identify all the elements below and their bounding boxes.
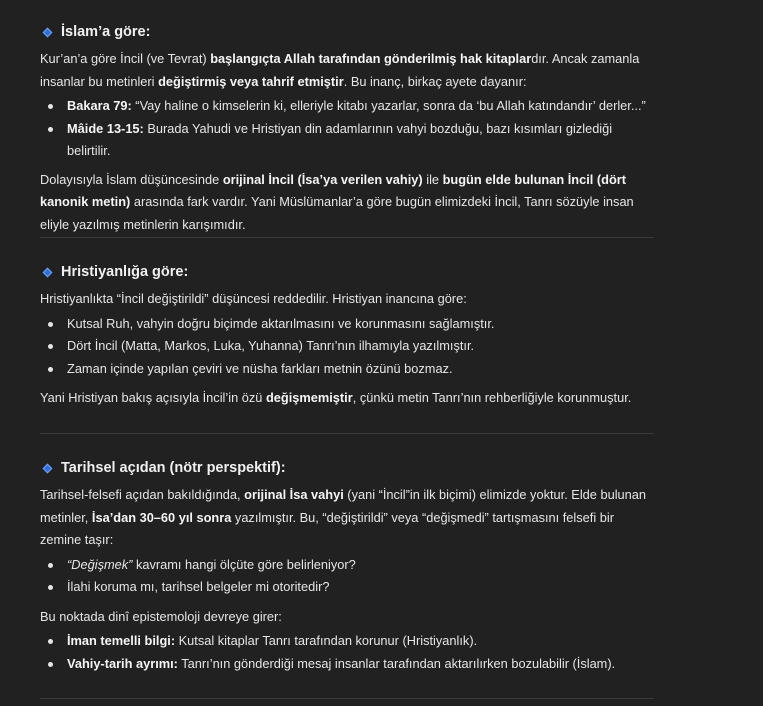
list-item: Vahiy-tarih ayrımı: Tanrı’nın gönderdiği mesaj insanlar tarafından aktarılırken bozulabilir (İslam). [40,653,654,676]
divider [40,433,654,434]
list-item: Mâide 13-15: Burada Yahudi ve Hristiyan din adamlarının vahyi bozduğu, bazı kısımları gizlediği belirtilir. [40,118,654,163]
belief-list [40,313,654,381]
epistemology-list [40,630,654,675]
section-islam [40,22,654,236]
list-item: İlahi koruma mı, tarihsel belgeler mi otoritedir? [40,576,654,599]
section-title: İslam’a göre: [61,24,151,40]
section-title: Hristiyanlığa göre: [61,264,189,280]
list-item: Kutsal Ruh, vahyin doğru biçimde aktarılmasını ve korunmasını sağlamıştır. [40,313,654,336]
list-item: Dört İncil (Matta, Markos, Luka, Yuhanna) Tanrı’nın ilhamıyla yazılmıştır. [40,335,654,358]
paragraph: Dolayısıyla İslam düşüncesinde orijinal İncil (İsa’ya verilen vahiy) ile bugün elde bulunan İncil (dört kanonik metin) arasında fark vardır. Yani Müslümanlar’a göre bugün elimizdeki İncil, Tanrı sözüyle insan eliyle yazılmış metinlerin karışımıdır. [40,171,634,232]
blue-diamond-icon [43,267,53,277]
paragraph: Hristiyanlıkta “İncil değiştirildi” düşüncesi reddedilir. Hristiyan inancına göre: [40,291,467,306]
divider [40,237,654,238]
question-list [40,554,654,599]
section-historical [40,458,654,675]
list-item: Bakara 79: “Vay haline o kimselerin ki, elleriyle kitabı yazarlar, sonra da ‘bu Allah katındandır’ derler...” [40,95,654,118]
verse-list [40,95,654,163]
paragraph: Kur’an’a göre İncil (ve Tevrat) başlangıçta Allah tarafından gönderilmiş hak kitaplardır. Ancak zamanla insanlar bu metinleri değiştirmiş veya tahrif etmiştir. Bu inanç, birkaç ayete dayanır: [40,51,640,89]
section-title: Tarihsel açıdan (nötr perspektif): [61,460,286,476]
list-item: “Değişmek” kavramı hangi ölçüte göre belirleniyor? [40,554,654,577]
list-item: Zaman içinde yapılan çeviri ve nüsha farkları metnin özünü bozmaz. [40,358,654,381]
list-item: İman temelli bilgi: Kutsal kitaplar Tanrı tarafından korunur (Hristiyanlık). [40,630,654,653]
blue-diamond-icon [43,463,53,473]
section-heading [40,22,654,42]
paragraph: Tarihsel-felsefi açıdan bakıldığında, orijinal İsa vahyi (yani “İncil”in ilk biçimi) elimizde yoktur. Elde bulunan metinler, İsa’dan 30–60 yıl sonra yazılmıştır. Bu, “değiştirildi” veya “değişmedi” tartışmasını felsefi bir zemine taşır: [40,487,647,547]
paragraph: Bu noktada dinî epistemoloji devreye girer: [40,608,282,624]
blue-diamond-icon [43,27,53,37]
divider [40,698,654,699]
section-heading [40,458,654,478]
section-heading [40,262,654,282]
paragraph: Yani Hristiyan bakış açısıyla İncil’in özü değişmemiştir, çünkü metin Tanrı’nın rehberliğiyle korunmuştur. [40,390,632,405]
section-christianity [40,262,654,410]
